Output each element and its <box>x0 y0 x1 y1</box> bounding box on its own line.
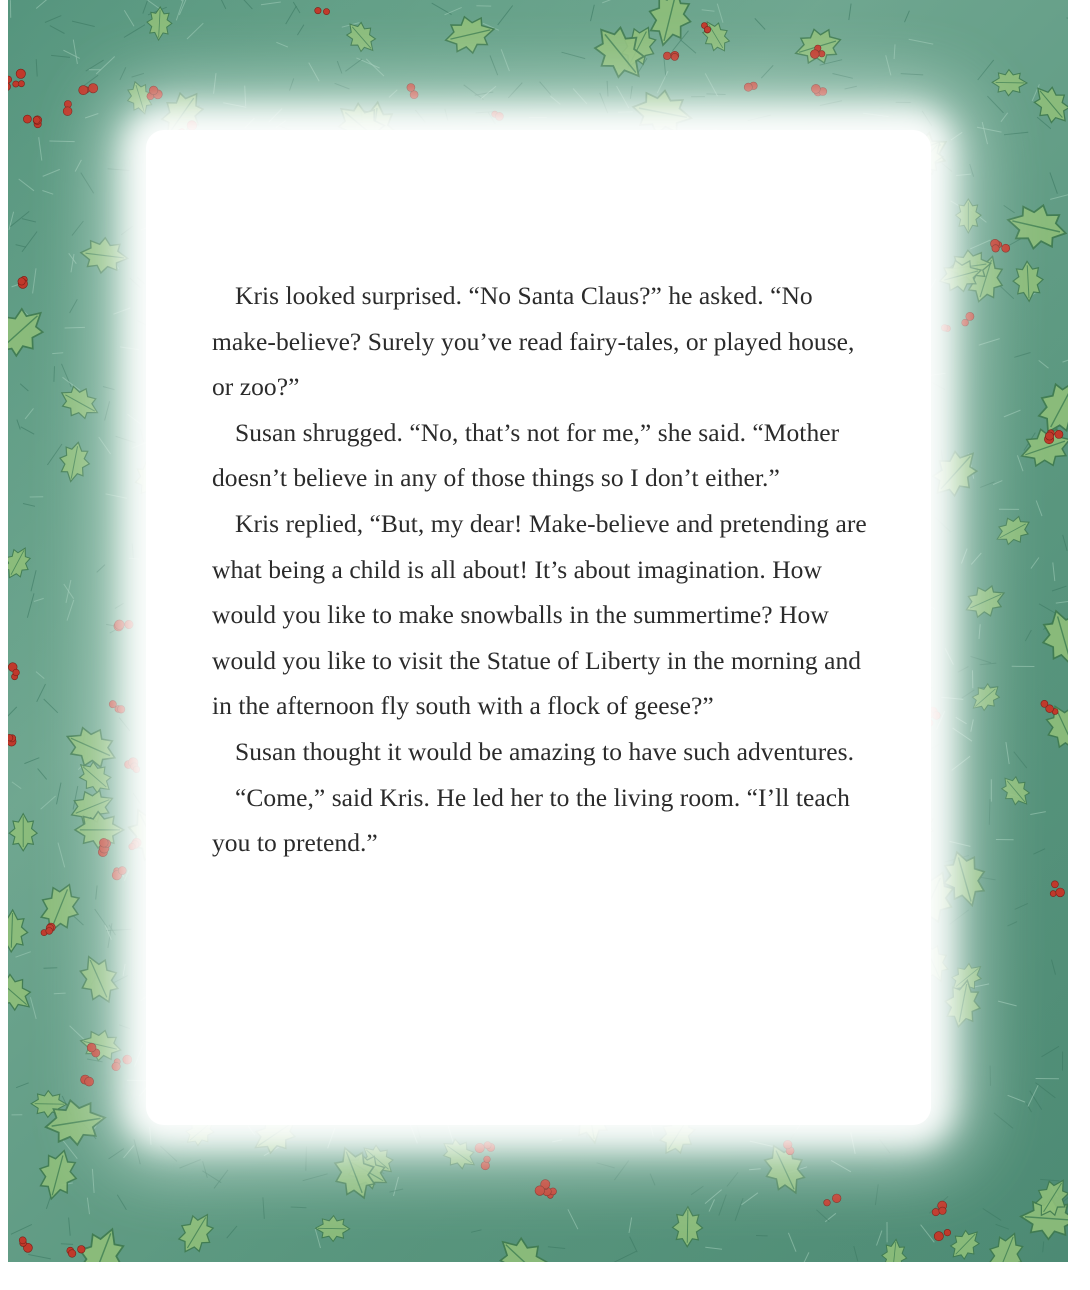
paragraph-1: Kris looked surprised. “No Santa Claus?” he asked. “No make-believe? Surely you’ve read fairy-tales, or played house, or zoo?” <box>212 281 855 402</box>
text-panel <box>146 130 931 1125</box>
paragraph-5: “Come,” said Kris. He led her to the living room. “I’ll teach you to pretend.” <box>212 782 850 858</box>
story-text <box>212 273 872 866</box>
paragraph-3: Kris replied, “But, my dear! Make-believe and pretending are what being a child is all about! It’s about imagination. How would you like to make snowballs in the summertime? How would you like to visit the Statue of Liberty in the morning and in the afternoon fly south with a flock of geese?” <box>212 508 867 721</box>
book-page <box>8 0 1068 1262</box>
paragraph-4: Susan thought it would be amazing to have such adventures. <box>235 736 855 766</box>
paragraph-2: Susan shrugged. “No, that’s not for me,” she said. “Mother doesn’t believe in any of those things so I don’t either.” <box>212 417 840 493</box>
